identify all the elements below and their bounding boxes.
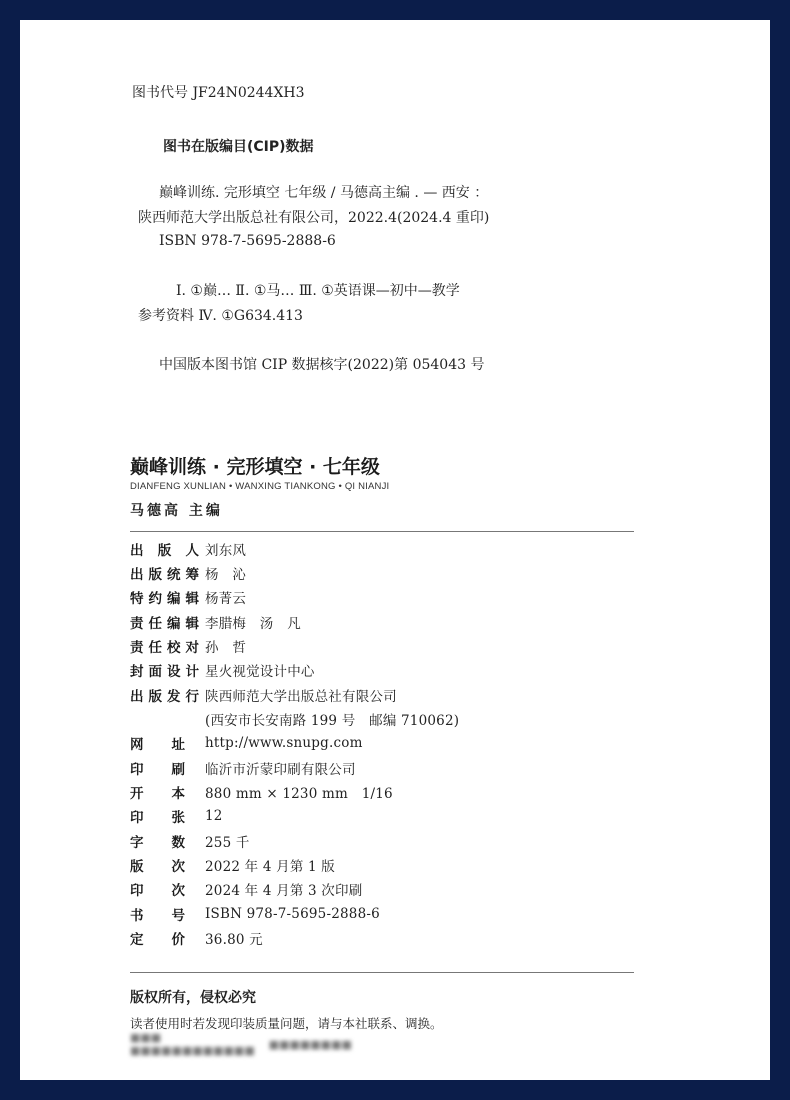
info-row-format: 开本 880 mm × 1230 mm 1/16 bbox=[130, 786, 393, 802]
cip-isbn: ISBN 978-7-5695-2888-6 bbox=[159, 233, 336, 249]
book-title: 巅峰训练 · 完形填空 · 七年级 bbox=[130, 456, 380, 478]
info-row-printer: 印刷 临沂市沂蒙印刷有限公司 bbox=[130, 762, 356, 778]
cip-classification: Ⅰ. ①巅… Ⅱ. ①马… Ⅲ. ①英语课—初中—教学 bbox=[176, 283, 460, 299]
info-row-word-count: 字数 255 千 bbox=[130, 835, 250, 851]
cip-line: 巅峰训练. 完形填空 七年级 / 马德高主编 . — 西安 ： bbox=[159, 185, 489, 201]
cip-record-number: 中国版本图书馆 CIP 数据核字(2022)第 054043 号 bbox=[159, 357, 485, 373]
info-row-publisher: 出版人 刘东风 bbox=[130, 543, 247, 559]
info-row-distributor: 出版发行 陕西师范大学出版总社有限公司 bbox=[130, 689, 397, 705]
book-pinyin: DIANFENG XUNLIAN • WANXING TIANKONG • QI NIANJI bbox=[130, 481, 390, 492]
info-row-coordinator: 出版统筹 杨 沁 bbox=[130, 567, 247, 583]
info-row-website: 网址 http://www.snupg.com bbox=[130, 735, 363, 753]
copyright-page bbox=[20, 20, 770, 1080]
info-row-sheets: 印张 12 bbox=[130, 808, 223, 826]
cip-classification-cont: 参考资料 Ⅳ. ①G634.413 bbox=[138, 308, 303, 324]
rights-note: 读者使用时若发现印装质量问题，请与本社联系、调换。 bbox=[130, 1016, 443, 1031]
info-row-edition: 版次 2022 年 4 月第 1 版 bbox=[130, 859, 335, 875]
info-row-responsible-editor: 责任编辑 李腊梅 汤 凡 bbox=[130, 616, 301, 632]
info-row-special-editor: 特约编辑 杨菁云 bbox=[130, 591, 247, 607]
info-row-isbn: 书号 ISBN 978-7-5695-2888-6 bbox=[130, 906, 380, 924]
cip-line: 陕西师范大学出版总社有限公司，2022.4(2024.4 重印) bbox=[138, 210, 490, 226]
divider bbox=[130, 531, 634, 532]
book-editor: 马德高 主编 bbox=[130, 503, 223, 519]
blurred-contact-info: ■■■ ■■■■■■■■■■■■ ■■■■■■■■ bbox=[130, 1031, 352, 1057]
info-row-price: 定价 36.80 元 bbox=[130, 932, 263, 948]
info-row-impression: 印次 2024 年 4 月第 3 次印刷 bbox=[130, 883, 363, 899]
book-code: 图书代号 JF24N0244XH3 bbox=[132, 85, 305, 101]
divider bbox=[130, 972, 634, 973]
info-row-cover-design: 封面设计 星火视觉设计中心 bbox=[130, 664, 315, 680]
rights-title: 版权所有，侵权必究 bbox=[130, 990, 256, 1006]
info-row-proofreader: 责任校对 孙 哲 bbox=[130, 640, 247, 656]
cip-title: 图书在版编目(CIP)数据 bbox=[163, 139, 314, 155]
info-row-address: (西安市长安南路 199 号 邮编 710062) bbox=[205, 713, 460, 729]
